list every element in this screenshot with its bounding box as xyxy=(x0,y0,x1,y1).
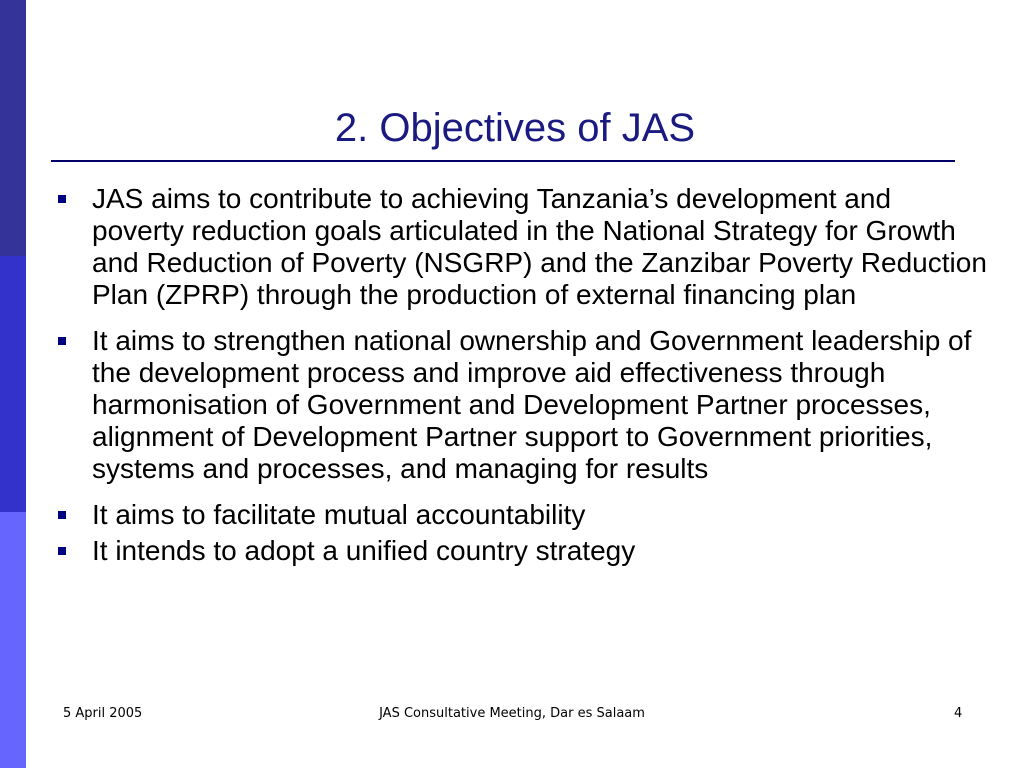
sidebar-stripe-middle xyxy=(0,256,26,512)
bullet-item xyxy=(52,325,987,485)
page-number: 4 xyxy=(954,706,963,721)
sidebar-stripe-top xyxy=(0,0,26,256)
bullet-item xyxy=(52,535,987,567)
square-bullet-icon xyxy=(58,547,66,555)
bullet-text: It intends to adopt a unified country strategy xyxy=(92,535,636,566)
bullet-text: It aims to strengthen national ownership and Government leadership of the development process and improve aid effectiveness through harmonisation of Government and Development Partner processes, alignment of Development Partner support to Government priorities, systems and processes, and managing for results xyxy=(92,325,972,484)
bullet-item xyxy=(52,499,987,531)
title-divider xyxy=(51,160,955,162)
sidebar-stripe-bottom xyxy=(0,512,26,768)
square-bullet-icon xyxy=(58,195,66,203)
bullet-text: JAS aims to contribute to achieving Tanzania’s development and poverty reduction goals articulated in the National Strategy for Growth and Reduction of Poverty (NSGRP) and the Zanzibar Poverty Reduction Plan (ZPRP) through the production of external financing plan xyxy=(92,183,987,310)
slide-title: 2. Objectives of JAS xyxy=(334,106,696,150)
footer-title: JAS Consultative Meeting, Dar es Salaam xyxy=(379,706,645,721)
footer-date: 5 April 2005 xyxy=(63,706,143,721)
bullet-list xyxy=(52,183,987,581)
square-bullet-icon xyxy=(58,337,66,345)
bullet-text: It aims to facilitate mutual accountability xyxy=(92,499,586,530)
bullet-item xyxy=(52,183,987,311)
square-bullet-icon xyxy=(58,511,66,519)
